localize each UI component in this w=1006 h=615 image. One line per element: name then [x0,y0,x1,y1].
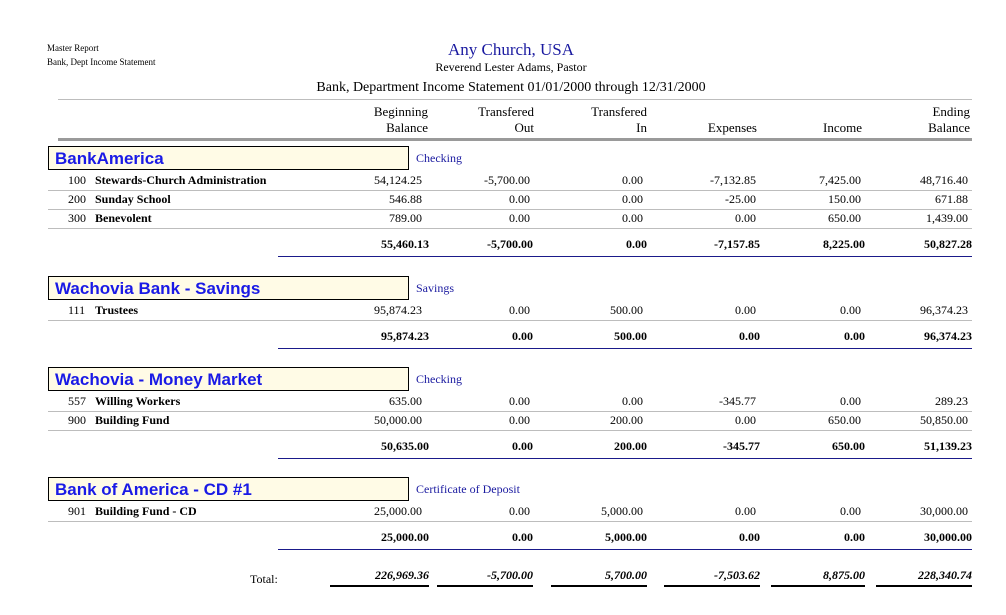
bank-total-rule [278,348,972,349]
department-value: 50,000.00 [374,413,422,427]
grand-total-value: 226,969.36 [375,568,429,582]
header-bottom-rule [58,138,972,141]
bank-total-value: 0.00 [739,329,760,343]
department-name: Building Fund - CD [95,504,197,518]
account-type-label: Checking [416,372,462,386]
bank-total-value: 0.00 [512,439,533,453]
department-value: 0.00 [840,504,861,518]
department-number: 900 [68,413,86,427]
bank-total-row [0,237,1006,257]
bank-total-value: -5,700.00 [487,237,533,251]
grand-total-rule [876,585,972,587]
department-name: Building Fund [95,413,170,427]
bank-total-value: 500.00 [614,329,647,343]
department-value: 0.00 [840,394,861,408]
grand-total-rule [664,585,760,587]
department-value: -25.00 [725,192,756,206]
bank-total-value: -345.77 [723,439,760,453]
bank-total-value: 51,139.23 [924,439,972,453]
department-name: Trustees [95,303,139,317]
department-value: 0.00 [735,303,756,317]
bank-total-row [0,329,1006,349]
column-header-line2: In [636,120,647,135]
bank-total-value: 30,000.00 [924,530,972,544]
department-value: 95,874.23 [374,303,422,317]
column-header-line2: Out [514,120,534,135]
bank-total-value: 55,460.13 [381,237,429,251]
bank-total-rule [278,458,972,459]
row-rule [48,430,972,431]
bank-total-row [0,439,1006,459]
bank-total-value: 650.00 [832,439,865,453]
organization-name: Any Church, USA [447,40,575,59]
bank-total-value: 0.00 [512,530,533,544]
department-value: 789.00 [389,211,422,225]
department-value: 96,374.23 [920,303,968,317]
account-type-label: Checking [416,151,462,165]
department-value: 48,716.40 [920,173,968,187]
department-value: 0.00 [735,504,756,518]
bank-total-value: 25,000.00 [381,530,429,544]
department-value: 0.00 [509,394,530,408]
department-name: Stewards-Church Administration [95,173,267,187]
department-value: 30,000.00 [920,504,968,518]
grand-total-value: 5,700.00 [605,568,647,582]
bank-total-value: 200.00 [614,439,647,453]
column-header-line2: Expenses [707,120,757,135]
department-value: 0.00 [509,192,530,206]
department-value: 0.00 [622,173,643,187]
department-value: 0.00 [509,413,530,427]
department-value: 650.00 [828,413,861,427]
bank-total-value: 50,635.00 [381,439,429,453]
report-title: Bank, Department Income Statement 01/01/2000 through 12/31/2000 [316,80,706,95]
row-rule [48,521,972,522]
bank-total-rule [278,256,972,257]
grand-total-rule [551,585,647,587]
grand-total-value: 228,340.74 [918,568,972,582]
bank-total-value: 5,000.00 [605,530,647,544]
department-number: 111 [68,303,86,317]
department-value: 0.00 [509,303,530,317]
department-value: 546.88 [389,192,422,206]
department-value: 0.00 [622,211,643,225]
grand-total-value: 8,875.00 [823,568,865,582]
row-rule [48,228,972,229]
pastor-line: Reverend Lester Adams, Pastor [435,60,587,74]
department-value: 200.00 [610,413,643,427]
bank-total-rule [278,549,972,550]
department-number: 901 [68,504,86,518]
bank-total-value: 95,874.23 [381,329,429,343]
department-value: 150.00 [828,192,861,206]
bank-total-row [0,530,1006,550]
grand-total-rule [330,585,429,587]
department-value: 0.00 [509,211,530,225]
department-value: 0.00 [622,192,643,206]
department-value: 54,124.25 [374,173,422,187]
department-value: 500.00 [610,303,643,317]
department-value: 1,439.00 [926,211,968,225]
column-header-line2: Income [823,120,862,135]
department-number: 300 [68,211,86,225]
bank-name-box: Bank of America - CD #1 [48,477,409,501]
bank-name-box: Wachovia - Money Market [48,367,409,391]
department-value: 25,000.00 [374,504,422,518]
department-value: 650.00 [828,211,861,225]
department-value: 0.00 [509,504,530,518]
department-value: 0.00 [735,211,756,225]
bank-total-value: 0.00 [739,530,760,544]
account-type-label: Certificate of Deposit [416,482,520,496]
bank-total-value: 0.00 [844,329,865,343]
grand-total-rule [771,585,865,587]
bank-name-box: BankAmerica [48,146,409,170]
bank-total-value: -7,157.85 [714,237,760,251]
bank-total-value: 0.00 [626,237,647,251]
department-value: 289.23 [935,394,968,408]
row-rule [48,320,972,321]
department-value: -345.77 [719,394,756,408]
department-value: 0.00 [622,394,643,408]
row-rule [48,190,972,191]
header-top-rule [58,99,972,100]
column-header-line1: Ending [932,104,970,119]
grand-total-label: Total: [250,572,278,586]
department-name: Benevolent [95,211,152,225]
department-value: 0.00 [840,303,861,317]
department-value: 0.00 [735,413,756,427]
department-value: 50,850.00 [920,413,968,427]
grand-total-value: -7,503.62 [714,568,760,582]
column-header-line2: Balance [928,120,970,135]
department-value: 7,425.00 [819,173,861,187]
department-number: 557 [68,394,86,408]
department-value: 5,000.00 [601,504,643,518]
department-name: Willing Workers [95,394,181,408]
bank-total-value: 0.00 [512,329,533,343]
department-name: Sunday School [95,192,171,206]
bank-total-value: 50,827.28 [924,237,972,251]
grand-total-value: -5,700.00 [487,568,533,582]
row-rule [48,209,972,210]
column-header-line2: Balance [386,120,428,135]
bank-name-box: Wachovia Bank - Savings [48,276,409,300]
column-header-line1: Transfered [591,104,647,119]
department-value: 635.00 [389,394,422,408]
account-type-label: Savings [416,281,455,295]
department-number: 200 [68,192,86,206]
report-meta-line2: Bank, Dept Income Statement [47,57,156,67]
department-value: -5,700.00 [484,173,530,187]
bank-total-value: 96,374.23 [924,329,972,343]
department-value: -7,132.85 [710,173,756,187]
row-rule [48,411,972,412]
bank-total-value: 0.00 [844,530,865,544]
column-header-line1: Beginning [373,104,428,119]
bank-total-value: 8,225.00 [823,237,865,251]
grand-total-rule [437,585,533,587]
department-number: 100 [68,173,86,187]
report-meta-line1: Master Report [47,43,99,53]
column-header-line1: Transfered [478,104,534,119]
department-value: 671.88 [935,192,968,206]
